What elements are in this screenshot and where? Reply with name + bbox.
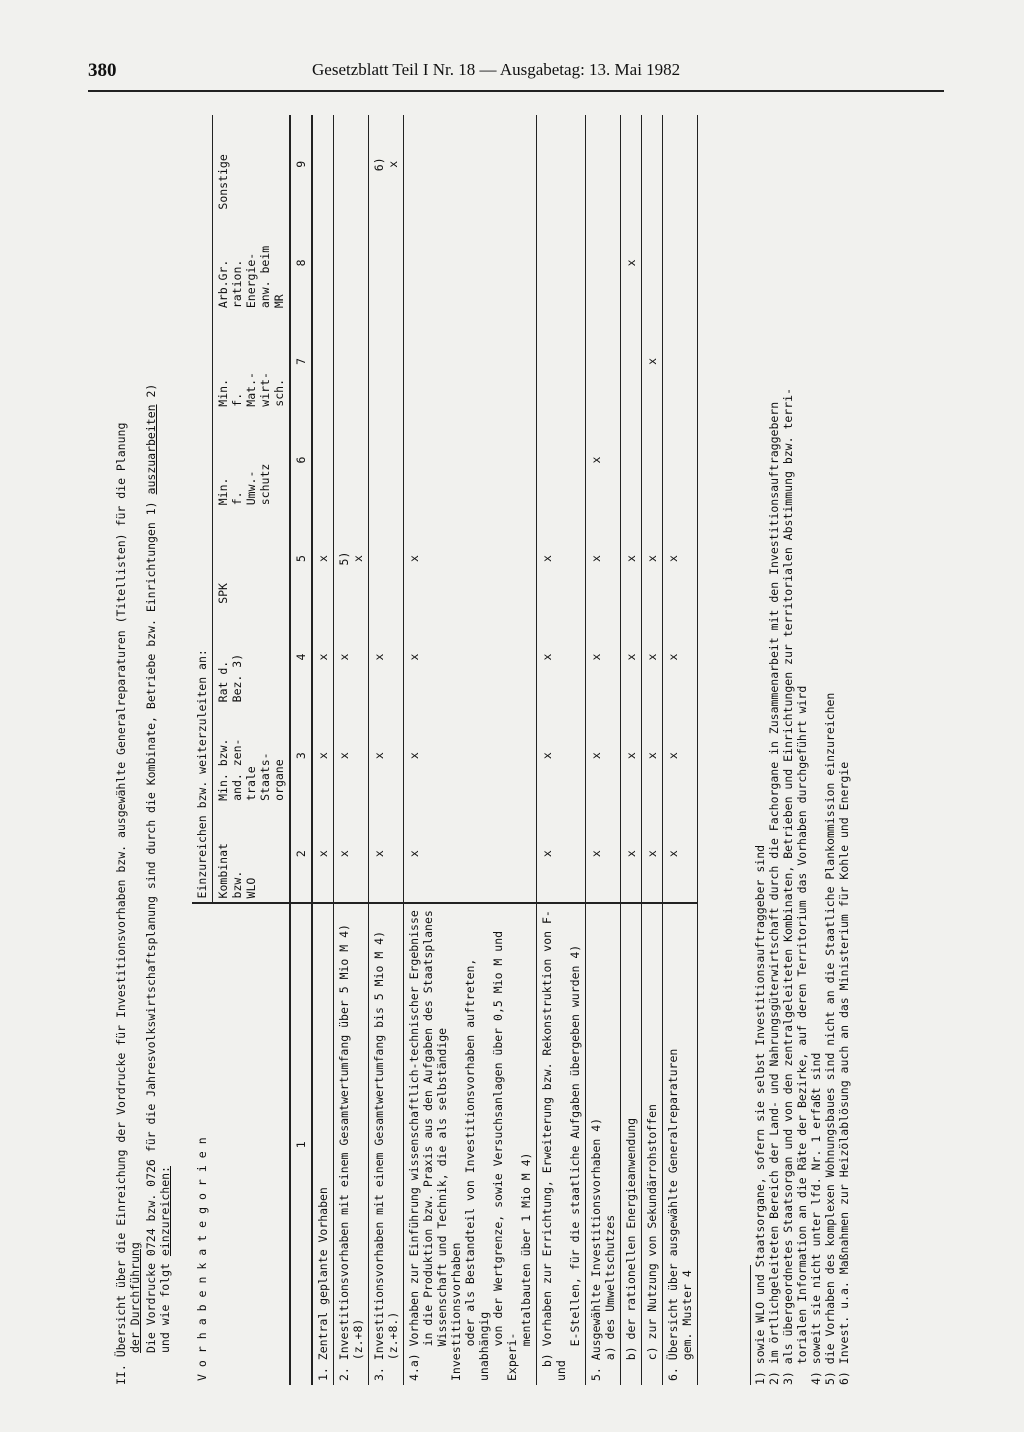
row-mark: x xyxy=(663,805,698,904)
row-mark: x xyxy=(621,706,642,805)
row-mark xyxy=(404,214,537,313)
row-mark xyxy=(621,115,642,214)
row-mark: 5) x xyxy=(334,509,369,608)
row-mark xyxy=(334,411,369,510)
table-row xyxy=(369,115,404,1385)
row-mark: 6) x xyxy=(369,115,404,214)
row-mark: x xyxy=(334,608,369,707)
column-number: 8 xyxy=(290,214,312,313)
row-mark: x xyxy=(621,608,642,707)
row-mark xyxy=(586,312,621,411)
column-number-row xyxy=(290,115,312,1385)
row-mark: x xyxy=(537,608,586,707)
column-number: 9 xyxy=(290,115,312,214)
intro-line-1: II. Übersicht über die Einreichung der Vordrucke für Investitionsvorhaben bzw. ausgewählte Generalreparaturen (Titellisten) für die Planung xyxy=(114,422,128,1385)
row-mark: x xyxy=(642,312,663,411)
footnote: 6) Invest. u.a. Maßnahmen zur Heizölablösung auch an das Ministerium für Kohle und Energie xyxy=(837,761,851,1385)
row-mark: x xyxy=(537,706,586,805)
row-mark xyxy=(586,214,621,313)
row-mark xyxy=(404,411,537,510)
footnote: torialen Information an die Räte der Bezirke, auf deren Territorium das Vorhaben durchgeführt wird xyxy=(795,685,809,1385)
running-title: Gesetzblatt Teil I Nr. 18 — Ausgabetag: 13. Mai 1982 xyxy=(312,60,681,79)
row-mark: x xyxy=(586,411,621,510)
footnote-rule xyxy=(750,1265,751,1385)
row-mark: x xyxy=(586,805,621,904)
intro-line-4-text: und wie folgt xyxy=(158,1262,172,1353)
row-mark: x xyxy=(621,805,642,904)
row-mark: x xyxy=(312,509,334,608)
row-mark xyxy=(663,411,698,510)
row-label: b) der rationellen Energieanwendung xyxy=(621,903,642,1385)
row-mark xyxy=(369,509,404,608)
column-number: 2 xyxy=(290,805,312,904)
row-mark xyxy=(369,312,404,411)
row-mark: x xyxy=(312,608,334,707)
submission-table xyxy=(192,115,698,1385)
row-mark xyxy=(334,115,369,214)
row-mark: x xyxy=(537,509,586,608)
intro-line-3-end: 2) xyxy=(144,383,158,398)
table-row xyxy=(334,115,369,1385)
row-mark: x xyxy=(663,608,698,707)
group-header: Einzureichen bzw. weiterzuleiten an: xyxy=(192,115,213,903)
column-header: Kombinat bzw. WLO xyxy=(216,843,258,899)
category-header: Vorhabenkategorien xyxy=(192,903,290,1385)
column-header: SPK xyxy=(216,583,230,604)
row-mark: x xyxy=(312,706,334,805)
header-rule xyxy=(88,90,944,92)
row-mark xyxy=(537,411,586,510)
row-mark xyxy=(663,214,698,313)
footnote: 2) im örtlichgeleiteten Bereich der Land- und Nahrungsgüterwirtschaft durch die Fachorgane in Zusammenarbeit mit den Investitionsauftraggebern xyxy=(767,401,781,1385)
row-mark xyxy=(312,115,334,214)
column-number: 1 xyxy=(290,903,312,1385)
row-mark xyxy=(621,411,642,510)
row-mark: x xyxy=(586,706,621,805)
row-mark xyxy=(369,411,404,510)
row-label: 6. Übersicht über ausgewählte Generalreparaturen gem. Muster 4 xyxy=(663,903,698,1385)
row-mark: x xyxy=(404,608,537,707)
row-mark: x xyxy=(404,805,537,904)
row-label: c) zur Nutzung von Sekundärrohstoffen xyxy=(642,903,663,1385)
row-mark xyxy=(537,312,586,411)
row-mark xyxy=(663,312,698,411)
row-mark: x xyxy=(334,706,369,805)
row-mark xyxy=(642,411,663,510)
table-body xyxy=(312,115,698,1385)
row-mark: x xyxy=(369,608,404,707)
column-header: Arb.Gr. ration. Energie- anw. beim MR xyxy=(216,245,286,309)
column-header: Min. f. Umw.- schutz xyxy=(216,463,272,506)
row-mark xyxy=(586,115,621,214)
column-number: 7 xyxy=(290,312,312,411)
column-header: Rat d. Bez. 3) xyxy=(216,653,244,703)
footnote: 5) die Vorhaben des komplexen Wohnungsbaues sind nicht an die Staatliche Plankommission einzureichen xyxy=(823,692,837,1385)
row-label: b) Vorhaben zur Errichtung, Erweiterung bzw. Rekonstruktion von F-und E-Stellen, für die staatliche Aufgaben übergeben wurden 4) xyxy=(537,903,586,1385)
row-mark: x xyxy=(621,509,642,608)
row-mark xyxy=(537,115,586,214)
intro-text xyxy=(114,115,172,1385)
row-mark xyxy=(642,214,663,313)
row-mark xyxy=(369,214,404,313)
intro-line-3 xyxy=(144,115,158,1385)
table-row xyxy=(404,115,537,1385)
intro-line-4-underlined: einzureichen: xyxy=(158,1166,172,1257)
intro-line-2: der Durchführung xyxy=(128,1242,142,1353)
rotated-content xyxy=(110,115,870,1385)
intro-line-3-text: Die Vordrucke 0724 bzw. 0726 für die Jahresvolkswirtschaftsplanung sind durch die Kombinate, Betriebe bzw. Einrichtungen 1) xyxy=(144,501,158,1353)
row-mark: x xyxy=(663,509,698,608)
column-header: Min. bzw. and. zen- trale Staats- organe xyxy=(216,738,286,801)
row-label: 1. Zentral geplante Vorhaben xyxy=(312,903,334,1385)
column-header: Sonstige xyxy=(216,154,230,210)
row-mark xyxy=(334,312,369,411)
row-mark xyxy=(312,214,334,313)
page-number: 380 xyxy=(88,60,117,81)
row-mark: x xyxy=(642,608,663,707)
row-mark xyxy=(312,411,334,510)
row-mark xyxy=(663,115,698,214)
row-mark: x xyxy=(312,805,334,904)
table-row xyxy=(642,115,663,1385)
row-mark: x xyxy=(642,706,663,805)
footnote-list xyxy=(753,115,851,1385)
row-mark: x xyxy=(404,509,537,608)
footnote: 4) soweit sie nicht unter lfd. Nr. 1 erfaßt sind xyxy=(809,1052,823,1385)
column-number: 6 xyxy=(290,411,312,510)
row-mark xyxy=(312,312,334,411)
table-row xyxy=(586,115,621,1385)
row-mark xyxy=(537,214,586,313)
row-mark: x xyxy=(586,509,621,608)
row-label: 3. Investitionsvorhaben mit einem Gesamtwertumfang bis 5 Mio M 4) (z.+8.) xyxy=(369,903,404,1385)
footnotes xyxy=(750,115,851,1385)
row-mark: x xyxy=(334,805,369,904)
row-label: 5. Ausgewählte Investitionsvorhaben 4) a) des Umweltschutzes xyxy=(586,903,621,1385)
column-header: Min. f. Mat.- wirt- sch. xyxy=(216,372,286,407)
column-number: 4 xyxy=(290,608,312,707)
table-row xyxy=(621,115,642,1385)
row-mark: x xyxy=(642,509,663,608)
row-mark: x xyxy=(621,214,642,313)
column-number: 3 xyxy=(290,706,312,805)
row-label: 2. Investitionsvorhaben mit einem Gesamtwertumfang über 5 Mio M 4) (z.+8) xyxy=(334,903,369,1385)
row-mark: x xyxy=(663,706,698,805)
row-mark: x xyxy=(642,805,663,904)
intro-line-3-underlined: auszuarbeiten xyxy=(144,404,158,495)
row-mark xyxy=(621,312,642,411)
row-label: 4.a) Vorhaben zur Einführung wissenschaftlich-technischer Ergebnisse in die Produktion bzw. Praxis aus den Aufgaben des Staatsplanes Wissenschaft und Technik, die als selbständige Investitionsvorhaben oder als Bestandteil von Investitionsvorhaben auftreten, unabhängig von der Wertgrenze, sowie Versuchsanlagen über 0,5 Mio M und Experi- mentalbauten über 1 Mio M 4) xyxy=(404,903,537,1385)
row-mark xyxy=(642,115,663,214)
intro-line-4 xyxy=(158,115,172,1385)
table-row xyxy=(663,115,698,1385)
row-mark: x xyxy=(369,706,404,805)
row-mark xyxy=(404,115,537,214)
table-row xyxy=(537,115,586,1385)
column-number: 5 xyxy=(290,509,312,608)
table-row xyxy=(312,115,334,1385)
row-mark: x xyxy=(369,805,404,904)
row-mark: x xyxy=(586,608,621,707)
row-mark xyxy=(334,214,369,313)
row-mark xyxy=(404,312,537,411)
row-mark: x xyxy=(537,805,586,904)
row-mark: x xyxy=(404,706,537,805)
footnote: 3) als übergeordnetes Staatsorgan und von den zentralgeleiteten Kombinaten, Betrieben und Einrichtungen zur territorialen Abstimmung bzw. terri- xyxy=(781,388,795,1385)
footnote: 1) sowie WLO und Staatsorgane, sofern sie selbst Investitionsauftraggeber sind xyxy=(753,844,767,1385)
